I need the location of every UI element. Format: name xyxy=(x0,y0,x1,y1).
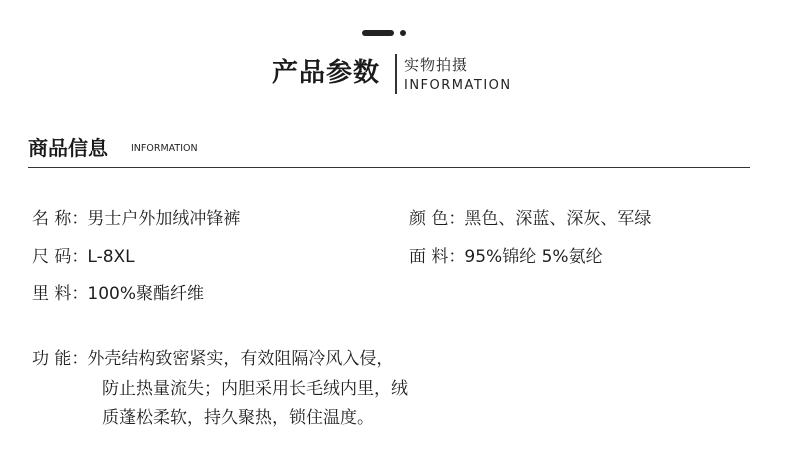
header-decoration-bar xyxy=(362,30,394,36)
spec-colon: ： xyxy=(71,209,89,229)
spec-value-fabric: 95%锦纶 5%氨纶 xyxy=(464,247,603,267)
page-subtitle-cn: 实物拍摄 xyxy=(404,56,469,74)
spec-colon: ： xyxy=(71,247,89,267)
spec-row-color xyxy=(409,207,651,231)
spec-row-lining xyxy=(32,282,204,306)
spec-label-lining: 里 料 xyxy=(32,284,72,304)
spec-colon: ： xyxy=(448,209,466,229)
header-decoration-dot xyxy=(400,30,406,36)
spec-label-name: 名 称 xyxy=(32,209,72,229)
function-line-2: 防止热量流失；内胆采用长毛绒内里，绒 xyxy=(102,379,408,399)
spec-row-function xyxy=(32,347,393,371)
spec-value-lining: 100%聚酯纤维 xyxy=(87,284,205,304)
spec-value-name: 男士户外加绒冲锋裤 xyxy=(87,209,241,229)
section-subtitle: INFORMATION xyxy=(131,143,198,154)
function-line-1: 外壳结构致密紧实，有效阻隔冷风入侵， xyxy=(87,349,394,369)
section-title: 商品信息 xyxy=(28,136,108,160)
page-title: 产品参数 xyxy=(272,58,381,88)
spec-row-fabric xyxy=(409,245,603,269)
spec-row-name xyxy=(32,207,240,231)
spec-label-color: 颜 色 xyxy=(409,209,449,229)
function-line-3: 质蓬松柔软，持久聚热，锁住温度。 xyxy=(102,408,374,428)
section-divider xyxy=(28,167,750,168)
spec-colon: ： xyxy=(448,247,466,267)
spec-label-fabric: 面 料 xyxy=(409,247,449,267)
spec-label-function: 功 能 xyxy=(32,349,72,369)
spec-value-size: L-8XL xyxy=(87,247,135,267)
spec-label-size: 尺 码 xyxy=(32,247,72,267)
spec-value-color: 黑色、深蓝、深灰、军绿 xyxy=(464,209,652,229)
spec-row-size xyxy=(32,245,135,269)
title-divider xyxy=(395,54,397,94)
page-subtitle-en: INFORMATION xyxy=(404,78,512,93)
spec-colon: ： xyxy=(71,284,89,304)
spec-colon: ： xyxy=(71,349,89,369)
